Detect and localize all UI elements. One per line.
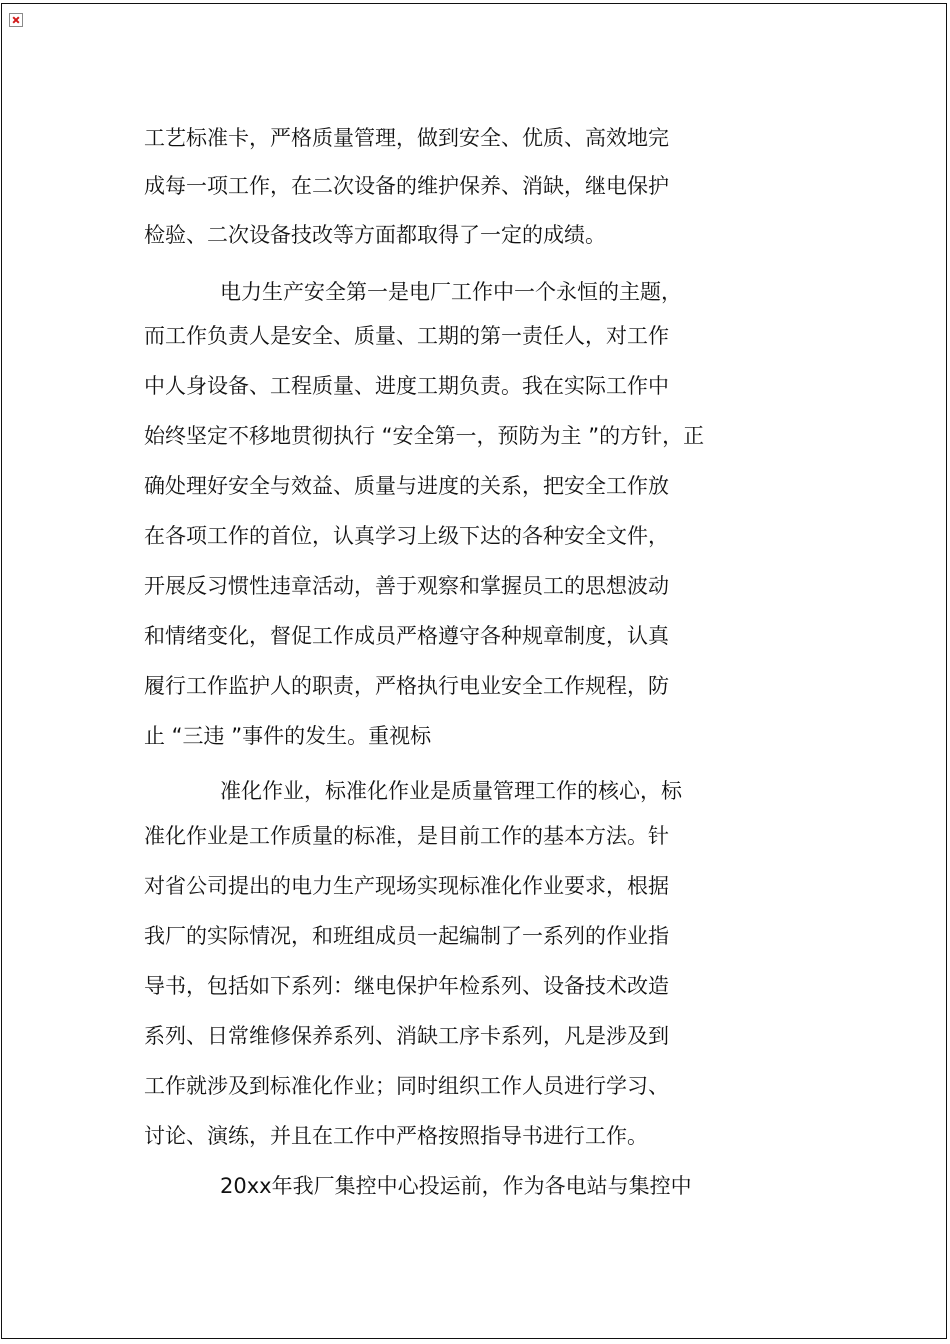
text-line: 在各项工作的首位，认真学习上级下达的各种安全文件， — [144, 524, 669, 548]
text-line: 始终坚定不移地贯彻执行 “安全第一，预防为主 ”的方针，正 — [144, 424, 705, 448]
text-line: 工艺标准卡，严格质量管理，做到安全、优质、高效地完 — [144, 126, 669, 150]
text-line: 开展反习惯性违章活动，善于观察和掌握员工的思想波动 — [144, 574, 669, 598]
paragraph-first-line: 电力生产安全第一是电厂工作中一个永恒的主题， — [220, 280, 682, 304]
text-line: 导书，包括如下系列：继电保护年检系列、设备技术改造 — [144, 974, 669, 998]
text-line: 系列、日常维修保养系列、消缺工序卡系列，凡是涉及到 — [144, 1024, 669, 1048]
broken-image-icon — [9, 13, 23, 27]
text-line: 确处理好安全与效益、质量与进度的关系，把安全工作放 — [144, 474, 669, 498]
text-line: 而工作负责人是安全、质量、工期的第一责任人，对工作 — [144, 324, 669, 348]
paragraph-first-line: 20xx年我厂集控中心投运前，作为各电站与集控中 — [220, 1174, 692, 1198]
text-line: 中人身设备、工程质量、进度工期负责。我在实际工作中 — [144, 374, 669, 398]
text-line: 止 “三违 ”事件的发生。重视标 — [144, 724, 432, 748]
text-line: 讨论、演练，并且在工作中严格按照指导书进行工作。 — [144, 1124, 648, 1148]
text-line: 我厂的实际情况，和班组成员一起编制了一系列的作业指 — [144, 924, 669, 948]
text-line: 履行工作监护人的职责，严格执行电业安全工作规程，防 — [144, 674, 669, 698]
paragraph-first-line: 准化作业，标准化作业是质量管理工作的核心，标 — [220, 779, 682, 803]
text-line: 检验、二次设备技改等方面都取得了一定的成绩。 — [144, 223, 606, 247]
text-line: 和情绪变化，督促工作成员严格遵守各种规章制度，认真 — [144, 624, 669, 648]
text-line: 准化作业是工作质量的标准，是目前工作的基本方法。针 — [144, 824, 669, 848]
text-line: 成每一项工作，在二次设备的维护保养、消缺，继电保护 — [144, 174, 669, 198]
text-line: 对省公司提出的电力生产现场实现标准化作业要求，根据 — [144, 874, 669, 898]
text-line: 工作就涉及到标准化作业；同时组织工作人员进行学习、 — [144, 1074, 669, 1098]
